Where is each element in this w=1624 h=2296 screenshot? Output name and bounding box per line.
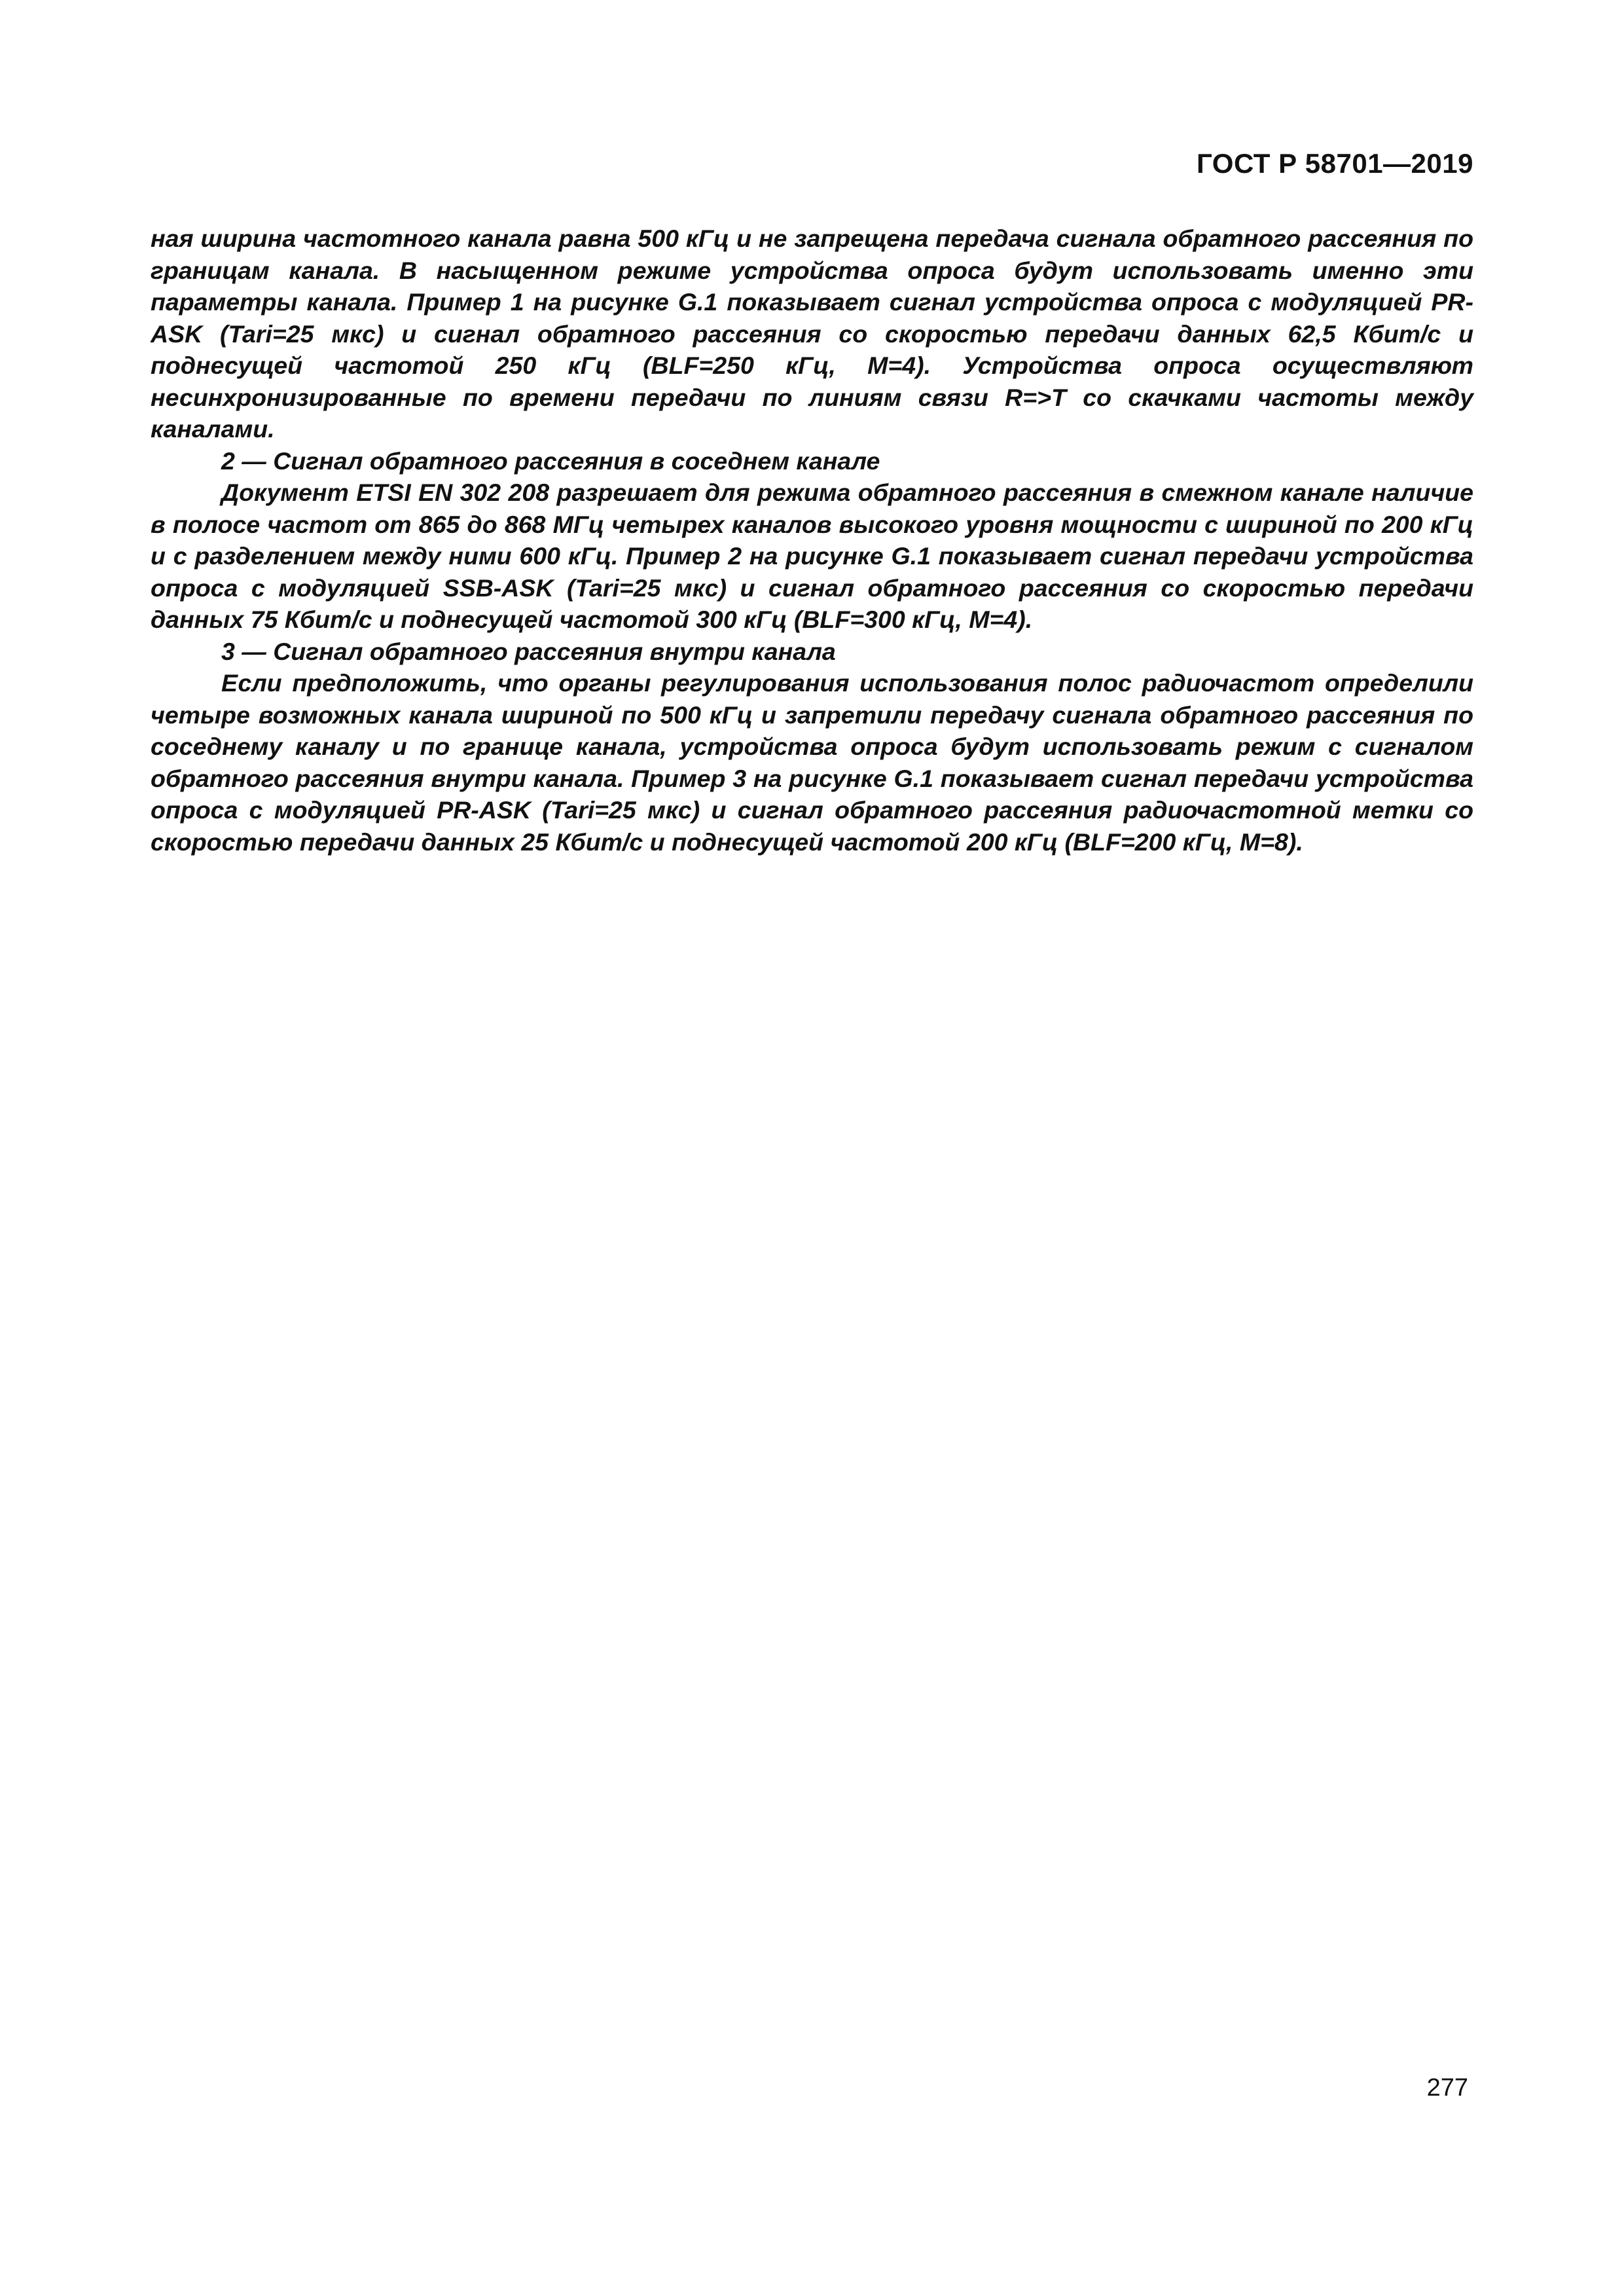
document-body: [151, 223, 1473, 858]
paragraph-continuation: ная ширина частотного канала равна 500 кГц и не запрещена передача сигнала обратного рассеяния по границам канала. В насыщенном режиме устройства опроса будут использовать именно эти параметры канала. Пример 1 на рисунке G.1 показывает сигнал устройства опроса с модуляцией PR-ASK (Tari=25 мкс) и сигнал обратного рассеяния со скоростью передачи данных 62,5 Кбит/с и поднесущей частотой 250 кГц (BLF=250 кГц, M=4). Устройства опроса осуществляют несинхронизированные по времени передачи по линиям связи R=>T со скачками частоты между каналами.: [151, 225, 1473, 443]
paragraph-adjacent-channel: Документ ETSI EN 302 208 разрешает для режима обратного рассеяния в смежном канале наличие в полосе частот от 865 до 868 МГц четырех каналов высокого уровня мощности с шириной по 200 кГц и с разделением между ними 600 кГц. Пример 2 на рисунке G.1 показывает сигнал передачи устройства опроса с модуляцией SSB-ASK (Tari=25 мкс) и сигнал обратного рассеяния со скоростью передачи данных 75 Кбит/с и поднесущей частотой 300 кГц (BLF=300 кГц, M=4).: [151, 479, 1473, 633]
document-header: ГОСТ Р 58701—2019: [1197, 148, 1473, 179]
page-number: 277: [1426, 2074, 1468, 2102]
paragraph-in-channel: Если предположить, что органы регулирования использования полос радиочастот определили четыре возможных канала шириной по 500 кГц и запретили передачу сигнала обратного рассеяния по соседнему каналу и по границе канала, устройства опроса будут использовать режим с сигналом обратного рассеяния внутри канала. Пример 3 на рисунке G.1 показывает сигнал передачи устройства опроса с модуляцией PR-ASK (Tari=25 мкс) и сигнал обратного рассеяния радиочастотной метки со скоростью передачи данных 25 Кбит/с и поднесущей частотой 200 кГц (BLF=200 кГц, M=8).: [151, 669, 1473, 856]
section-heading-adjacent-channel: 2 — Сигнал обратного рассеяния в соседнем канале: [221, 446, 880, 475]
section-heading-in-channel: 3 — Сигнал обратного рассеяния внутри канала: [221, 637, 836, 665]
